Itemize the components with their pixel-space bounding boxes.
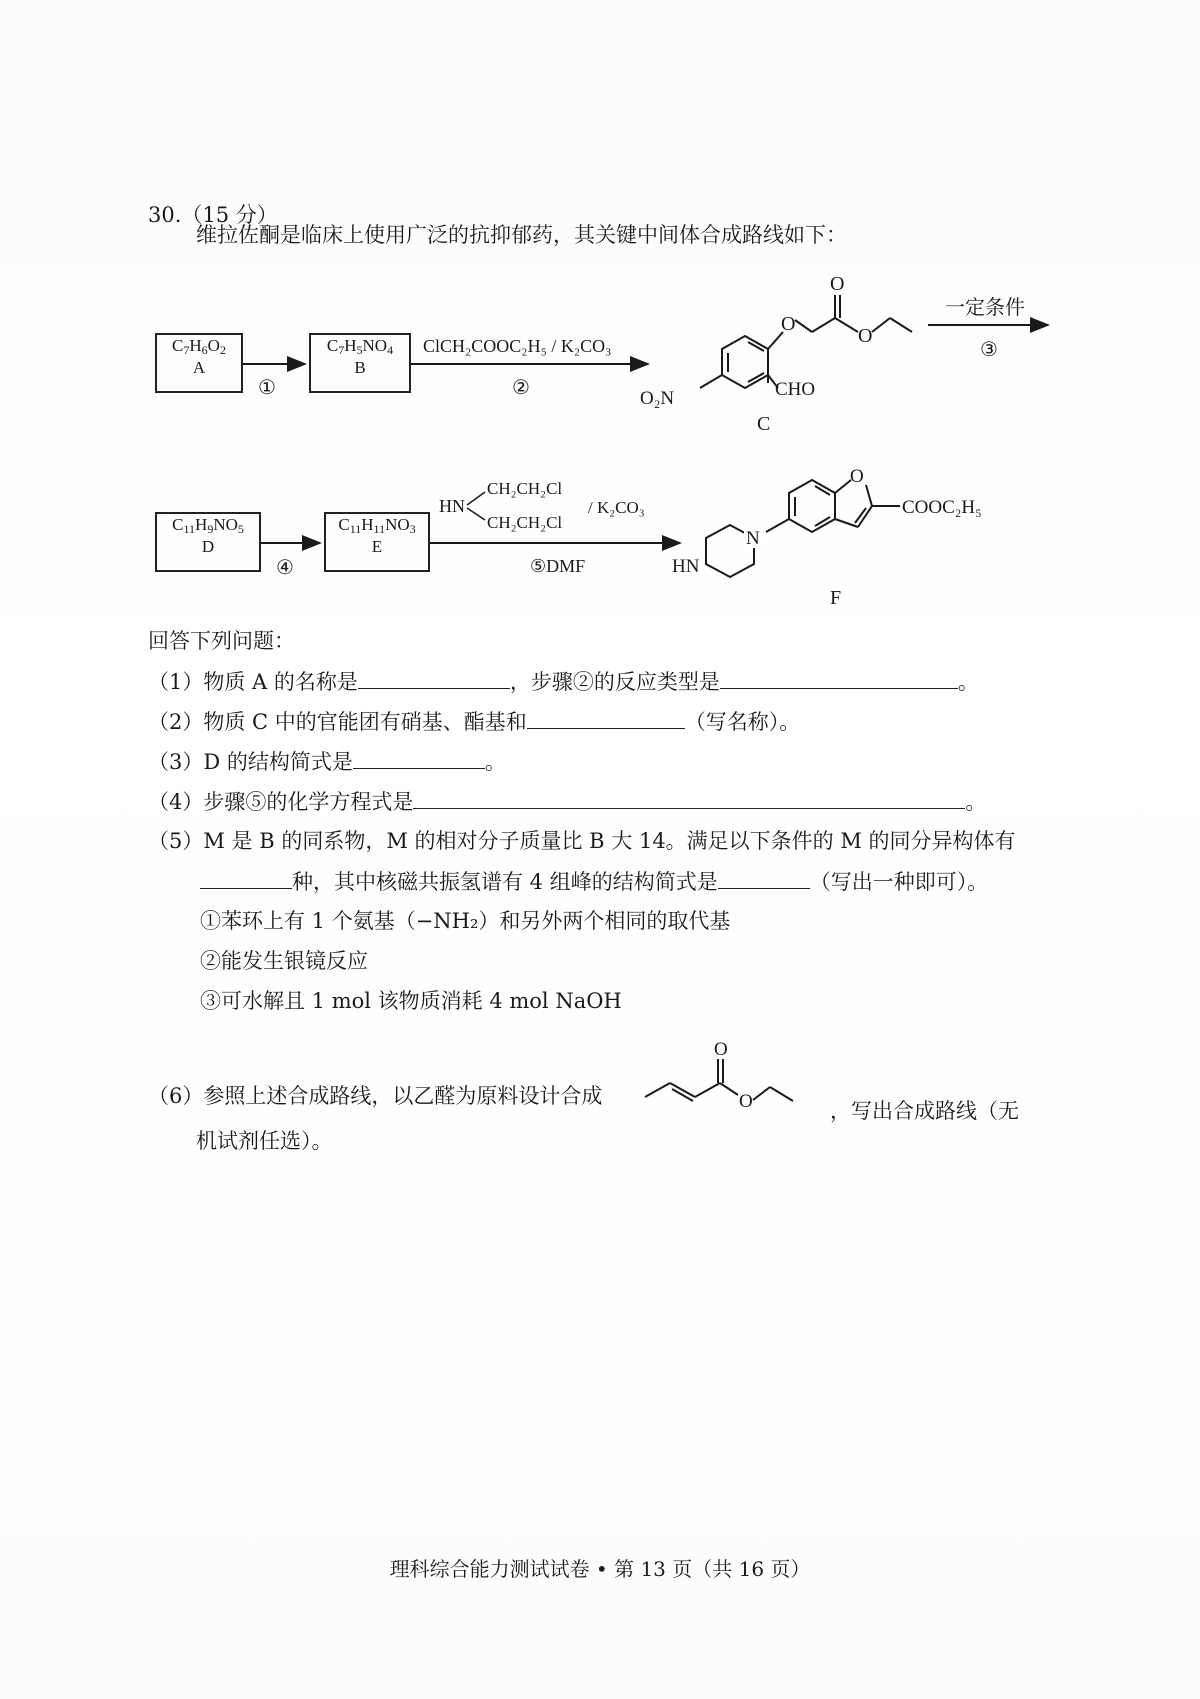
question-2 [148, 708, 800, 735]
question-intro: 维拉佐酮是临床上使用广泛的抗抑郁药，其关键中间体合成路线如下： [196, 223, 847, 247]
step5-chain2: CH₂CH₂Cl [487, 513, 563, 532]
q5-condition-3: ③可水解且 1 mol 该物质消耗 4 mol NaOH [200, 989, 622, 1013]
q1-text-a: （1）物质 A 的名称是 [148, 670, 358, 694]
compound-a-formula: $C_7H_6O_2$ [172, 336, 226, 357]
compound-f-ring-o: O [850, 466, 864, 487]
q5-answer-blank-2[interactable] [718, 868, 810, 889]
q6-carbonyl-o: O [714, 1039, 728, 1060]
question-points: （15 分） [181, 203, 278, 227]
compound-c-cho: CHO [775, 379, 816, 400]
question-6-line2: 机试剂任选）。 [196, 1129, 333, 1153]
compound-e-formula: $C_{11}H_{11}NO_3$ [338, 515, 416, 536]
compound-b-formula: $C_7H_5NO_4$ [326, 336, 394, 357]
question-number: 30. [148, 203, 182, 227]
step4-label: ④ [276, 557, 294, 579]
q6-target-structure [640, 1035, 840, 1145]
step2-label: ② [512, 377, 530, 399]
compound-c-structure [700, 295, 912, 388]
question-6-line1-a: （6）参照上述合成路线，以乙醛为原料设计合成 [148, 1084, 603, 1108]
question-5-line1: （5）M 是 B 的同系物，M 的相对分子质量比 B 大 14。满足以下条件的 M 的同分异构体有 [148, 829, 1016, 853]
compound-f-hn: HN [672, 556, 700, 577]
q3-text-a: （3）D 的结构简式是 [148, 750, 353, 774]
compound-e-label: E [371, 537, 383, 556]
compound-f-ester: COOC₂H₅ [902, 497, 982, 518]
q2-answer-blank[interactable] [527, 708, 685, 729]
question-5-line2 [200, 868, 988, 895]
q5-answer-blank-1[interactable] [200, 868, 292, 889]
compound-f-n: N [746, 528, 760, 549]
q1-text-b: ，步骤②的反应类型是 [509, 670, 720, 694]
page-footer: 理科综合能力测试试卷 • 第 13 页（共 16 页） [389, 1557, 811, 1581]
synthesis-scheme [0, 0, 1200, 620]
compound-c-ring-o: O [781, 313, 796, 335]
question-3 [148, 748, 506, 775]
q3-answer-blank[interactable] [353, 748, 485, 769]
q4-end: 。 [965, 790, 987, 814]
step1-label: ① [258, 377, 276, 399]
question-1 [148, 668, 979, 695]
question-6-line1-b: ，写出合成路线（无 [830, 1099, 1019, 1123]
compound-c-label: C [757, 413, 771, 435]
compound-c-carbonyl-o: O [830, 273, 845, 295]
step5-label: ⑤DMF [530, 556, 586, 576]
q4-text-a: （4）步骤⑤的化学方程式是 [148, 790, 414, 814]
q4-answer-blank[interactable] [413, 788, 965, 809]
q5-condition-1: ①苯环上有 1 个氨基（−NH₂）和另外两个相同的取代基 [200, 909, 731, 933]
compound-d-label: D [201, 537, 215, 556]
step3-condition: 一定条件 [945, 297, 1025, 319]
q1-end: 。 [957, 670, 979, 694]
questions-heading: 回答下列问题： [148, 629, 295, 653]
compound-f-label: F [830, 587, 842, 609]
step5-chain1: CH₂CH₂Cl [487, 479, 563, 498]
q5-condition-2: ②能发生银镜反应 [200, 949, 368, 973]
step3-label: ③ [980, 339, 998, 361]
step2-reagent: ClCH₂COOC₂H₅ / K₂CO₃ [423, 336, 612, 356]
q5-text-b: （写出一种即可）。 [809, 870, 989, 894]
step5-base: / K₂CO₃ [588, 498, 645, 517]
q2-text-a: （2）物质 C 中的官能团有硝基、酯基和 [148, 710, 527, 734]
compound-c-ester-o: O [858, 325, 873, 347]
q6-ester-o: O [739, 1091, 753, 1112]
compound-b-label: B [354, 358, 366, 377]
compound-a-label: A [192, 358, 206, 377]
q2-text-b: （写名称）。 [684, 710, 801, 734]
compound-f-structure [706, 480, 900, 577]
question-4 [148, 788, 986, 815]
step5-hn: HN [439, 496, 465, 516]
q1-answer-blank-2[interactable] [720, 668, 958, 689]
q5-text-a: 种，其中核磁共振氢谱有 4 组峰的结构简式是 [292, 870, 718, 894]
compound-d-formula: $C_{11}H_9NO_5$ [172, 515, 244, 536]
q1-answer-blank-1[interactable] [358, 668, 510, 689]
compound-c-nitro: O₂N [640, 388, 675, 409]
q3-end: 。 [484, 750, 506, 774]
